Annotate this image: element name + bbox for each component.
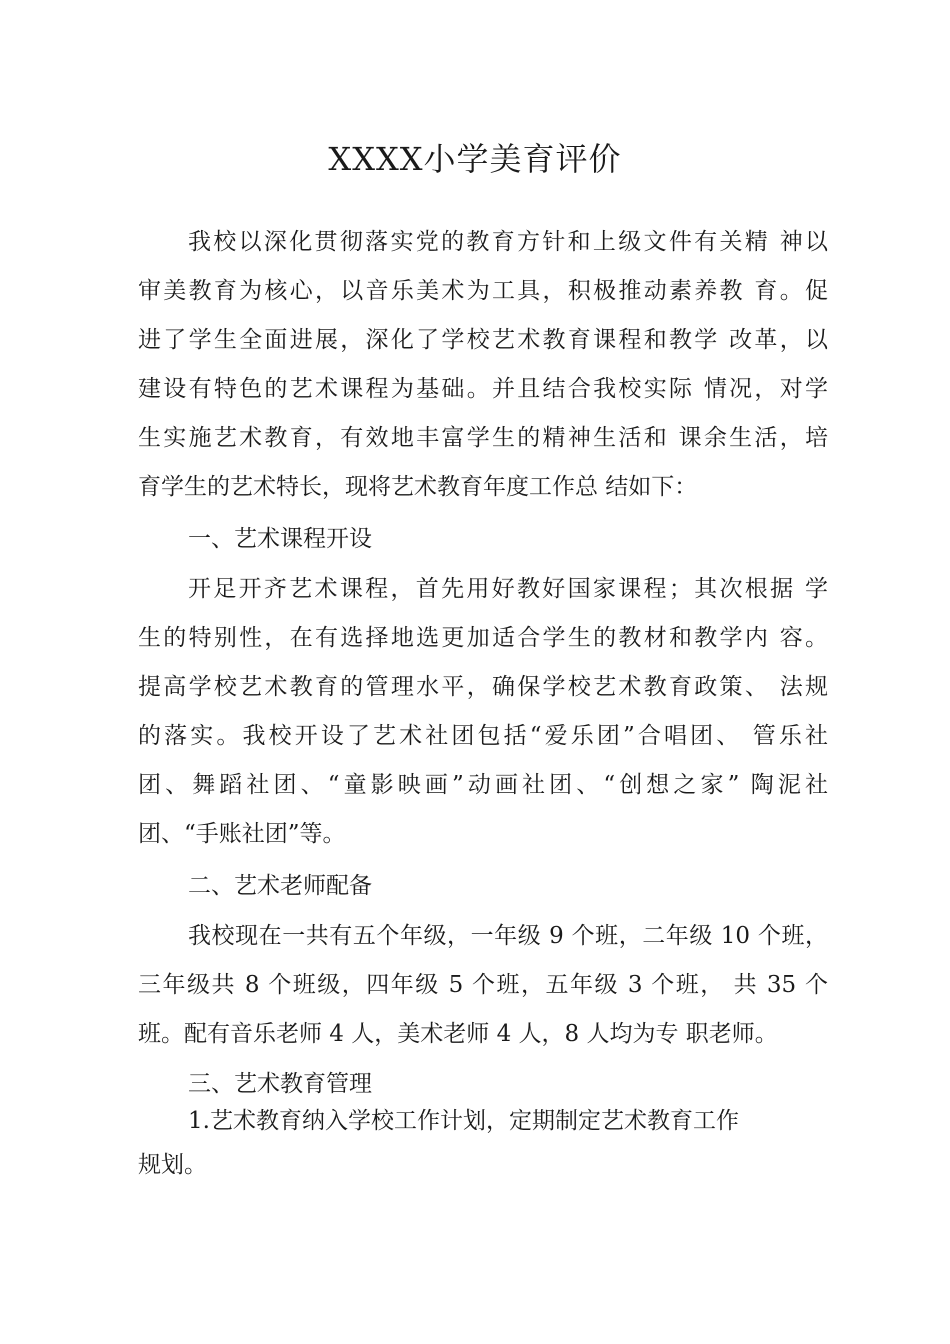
list-item-1-line-2: 规划。 — [138, 1152, 207, 1178]
section-heading-3: 三、艺术教育管理 — [188, 1071, 372, 1097]
document-title: XXXX小学美育评价 — [328, 140, 622, 178]
paragraph-1-line-6: 育学生的艺术特长，现将艺术教育年度工作总 结如下： — [138, 474, 698, 500]
paragraph-2-line-5: 团、舞蹈社团、“童影映画”动画社团、“创想之家” 陶泥社 — [138, 772, 828, 798]
list-item-1-line-1: 1.艺术教育纳入学校工作计划，定期制定艺术教育工作 — [188, 1108, 739, 1134]
paragraph-1-line-2: 审美教育为核心，以音乐美术为工具，积极推动素养教 育。促 — [138, 278, 828, 304]
paragraph-1-line-4: 建设有特色的艺术课程为基础。并且结合我校实际 情况，对学 — [138, 376, 828, 402]
section-heading-1: 一、艺术课程开设 — [188, 526, 372, 552]
paragraph-3-line-3: 班。配有音乐老师 4 人，美术老师 4 人，8 人均为专 职老师。 — [138, 1021, 778, 1047]
paragraph-2-line-6: 团、“手账社团”等。 — [138, 821, 346, 847]
paragraph-2-line-2: 生的特别性，在有选择地选更加适合学生的教材和教学内 容。 — [138, 625, 828, 651]
paragraph-3-line-2: 三年级共 8 个班级，四年级 5 个班，五年级 3 个班， 共 35 个 — [138, 972, 828, 998]
paragraph-1-line-5: 生实施艺术教育，有效地丰富学生的精神生活和 课余生活，培 — [138, 425, 828, 451]
paragraph-3-line-1: 我校现在一共有五个年级，一年级 9 个班，二年级 10 个班， — [188, 923, 828, 949]
paragraph-2-line-3: 提高学校艺术教育的管理水平，确保学校艺术教育政策、 法规 — [138, 674, 828, 700]
paragraph-1-line-1: 我校以深化贯彻落实党的教育方针和上级文件有关精 神以 — [188, 229, 828, 255]
paragraph-2-line-1: 开足开齐艺术课程，首先用好教好国家课程；其次根据 学 — [188, 576, 828, 602]
paragraph-1-line-3: 进了学生全面进展，深化了学校艺术教育课程和教学 改革，以 — [138, 327, 828, 353]
paragraph-2-line-4: 的落实。我校开设了艺术社团包括“爱乐团”合唱团、 管乐社 — [138, 723, 828, 749]
section-heading-2: 二、艺术老师配备 — [188, 873, 372, 899]
